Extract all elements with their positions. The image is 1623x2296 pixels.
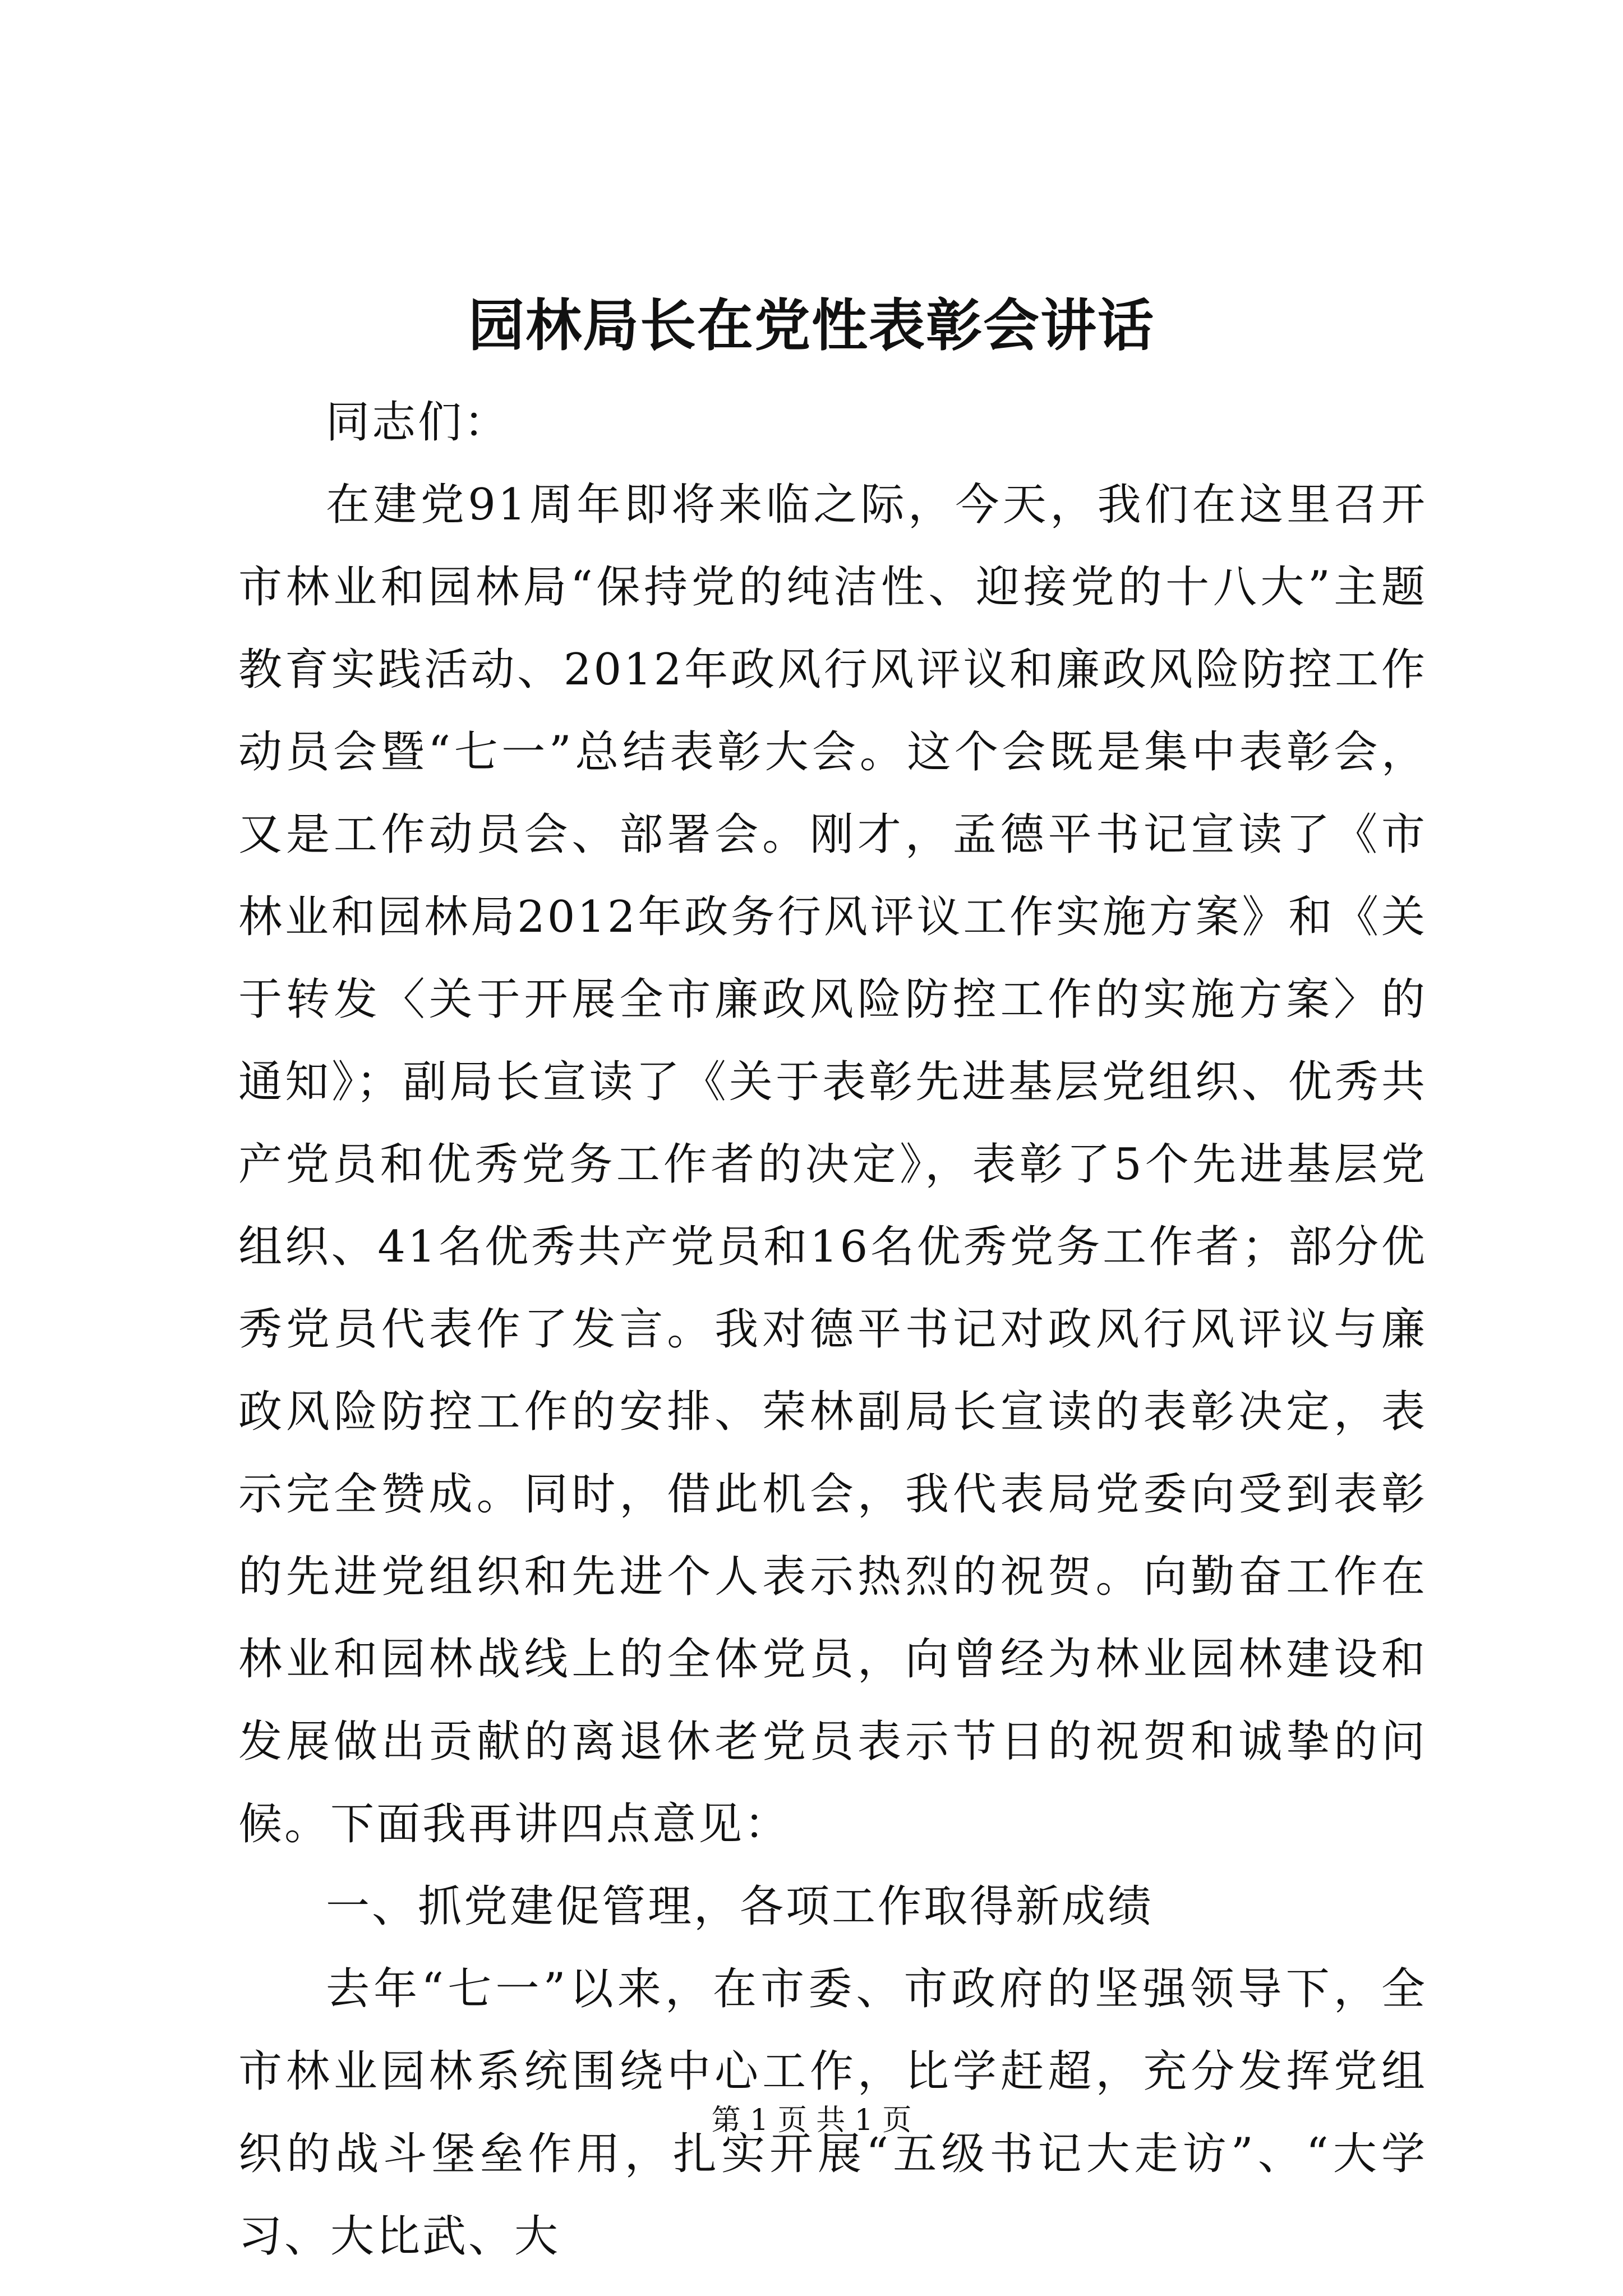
section-heading: 一、抓党建促管理，各项工作取得新成绩 xyxy=(326,1881,1154,1932)
body-paragraph: 在建党91周年即将来临之际，今天，我们在这里召开市林业和园林局“保持党的纯洁性、迎接党的十八大”主题教育实践活动、2012年政风行风评议和廉政风险防控工作动员会暨“七一”总结表彰大会。这个会既是集中表彰会，又是工作动员会、部署会。刚才，孟德平书记宣读了《市林业和园林局2012年政务行风评议工作实施方案》和《关于转发〈关于开展全市廉政风险防控工作的实施方案〉的通知》；副局长宣读了《关于表彰先进基层党组织、优秀共产党员和优秀党务工作者的决定》，表彰了5个先进基层党组织、41名优秀共产党员和16名优秀党务工作者；部分优秀党员代表作了发言。我对德平书记对政风行风评议与廉政风险防控工作的安排、荣林副局长宣读的表彰决定，表示完全赞成。同时，借此机会，我代表局党委向受到表彰的先进党组织和先进个人表示热烈的祝贺。向勤奋工作在林业和园林战线上的全体党员，向曾经为林业园林建设和发展做出贡献的离退休老党员表示节日的祝贺和诚挚的问候。下面我再讲四点意见： xyxy=(238,480,1427,1849)
salutation-paragraph: 同志们： xyxy=(326,397,510,448)
document-body xyxy=(238,381,1427,2278)
page-number-footer: 第 1 页 共 1 页 xyxy=(711,2104,912,2137)
body-paragraph: 去年“七一”以来，在市委、市政府的坚强领导下，全市林业园林系统围绕中心工作，比学赶超，充分发挥党组织的战斗堡垒作用，扎实开展“五级书记大走访”、“大学习、大比武、大 xyxy=(238,1964,1427,2262)
document-title: 园林局长在党性表彰会讲话 xyxy=(468,292,1155,358)
